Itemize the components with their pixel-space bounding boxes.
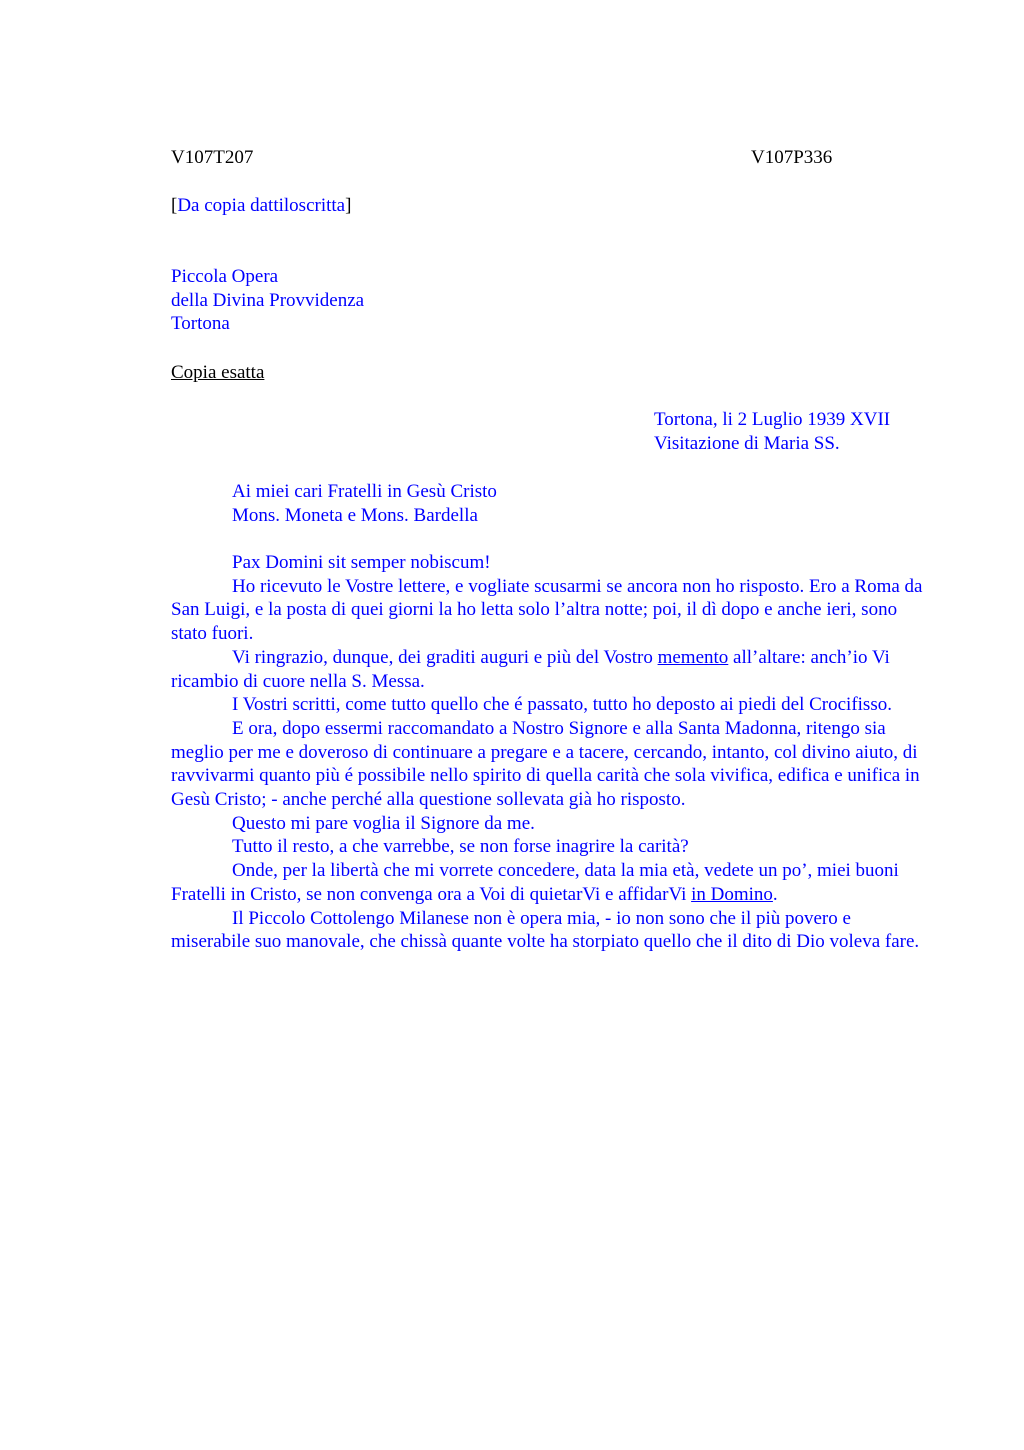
source-note-open-bracket: [ <box>171 195 178 216</box>
salutation: Pax Domini sit semper nobiscum! <box>232 552 491 573</box>
place-date-line-1: Tortona, li 2 Luglio 1939 XVII <box>654 409 891 430</box>
addressee-block <box>232 480 497 527</box>
paragraph-6: Tutto il resto, a che varrebbe, se non forse inagrire la carità? <box>232 836 689 858</box>
copy-label: Copia esatta <box>171 362 265 383</box>
institution-line-3: Tortona <box>171 313 230 335</box>
institution-block <box>171 265 364 336</box>
paragraph-7-before: Onde, per la libertà che mi vorrete concedere, data la mia età, vedete un po’, miei buoni Fratelli in Cristo, se non convenga ora a Voi di quietarVi e affidarVi <box>171 860 899 905</box>
in-domino-underlined: in Domino <box>691 883 773 905</box>
paragraph-8: Il Piccolo Cottolengo Milanese non è opera mia, - io non sono che il più povero e miserabile suo manovale, che chissà quante volte ha storpiato quello che il dito di Dio voleva fare. <box>171 907 920 953</box>
addressee-line-1: Ai miei cari Fratelli in Gesù Cristo <box>232 481 497 502</box>
paragraph-7 <box>171 859 931 906</box>
source-note-text: Da copia dattiloscritta <box>177 195 346 216</box>
paragraph-5: Questo mi pare voglia il Signore da me. <box>232 812 535 834</box>
paragraph-3: I Vostri scritti, come tutto quello che é passato, tutto ho deposto ai piedi del Crocifisso. <box>232 694 892 716</box>
paragraph-2-after: all’altare: anch’io Vi ricambio di cuore nella S. Messa. <box>171 646 890 692</box>
place-date-line-2: Visitazione di Maria SS. <box>654 432 840 454</box>
addressee-line-2: Mons. Moneta e Mons. Bardella <box>232 504 478 526</box>
paragraph-4: E ora, dopo essermi raccomandato a Nostro Signore e alla Santa Madonna, ritengo sia meglio per me e doveroso di continuare a pregare e a tacere, cercando, intanto, col divino aiuto, di ravvivarmi quanto più é possibile nello spirito di quella carità che sola vivifica, edifica e unifica in Gesù Cristo; - anche perché alla questione sollevata già ho risposto. <box>171 717 920 811</box>
institution-line-1: Piccola Opera <box>171 266 279 287</box>
source-note-close-bracket: ] <box>345 195 352 216</box>
place-date-block <box>654 408 890 455</box>
source-note <box>171 194 351 218</box>
paragraph-2 <box>171 646 931 693</box>
institution-line-2: della Divina Provvidenza <box>171 289 365 311</box>
letter-body <box>171 551 931 954</box>
volume-code-right: V107P336 <box>751 147 833 168</box>
memento-underlined: memento <box>657 646 729 668</box>
paragraph-7-after: . <box>772 883 778 905</box>
volume-code-left: V107T207 <box>171 147 254 168</box>
paragraph-1: Ho ricevuto le Vostre lettere, e vogliate scusarmi se ancora non ho risposto. Ero a Roma da San Luigi, e la posta di quei giorni la ho letta solo l’altra notte; poi, il dì dopo e anche ieri, sono stato fuori. <box>171 575 923 645</box>
paragraph-2-before: Vi ringrazio, dunque, dei graditi auguri e più del Vostro <box>232 646 658 668</box>
